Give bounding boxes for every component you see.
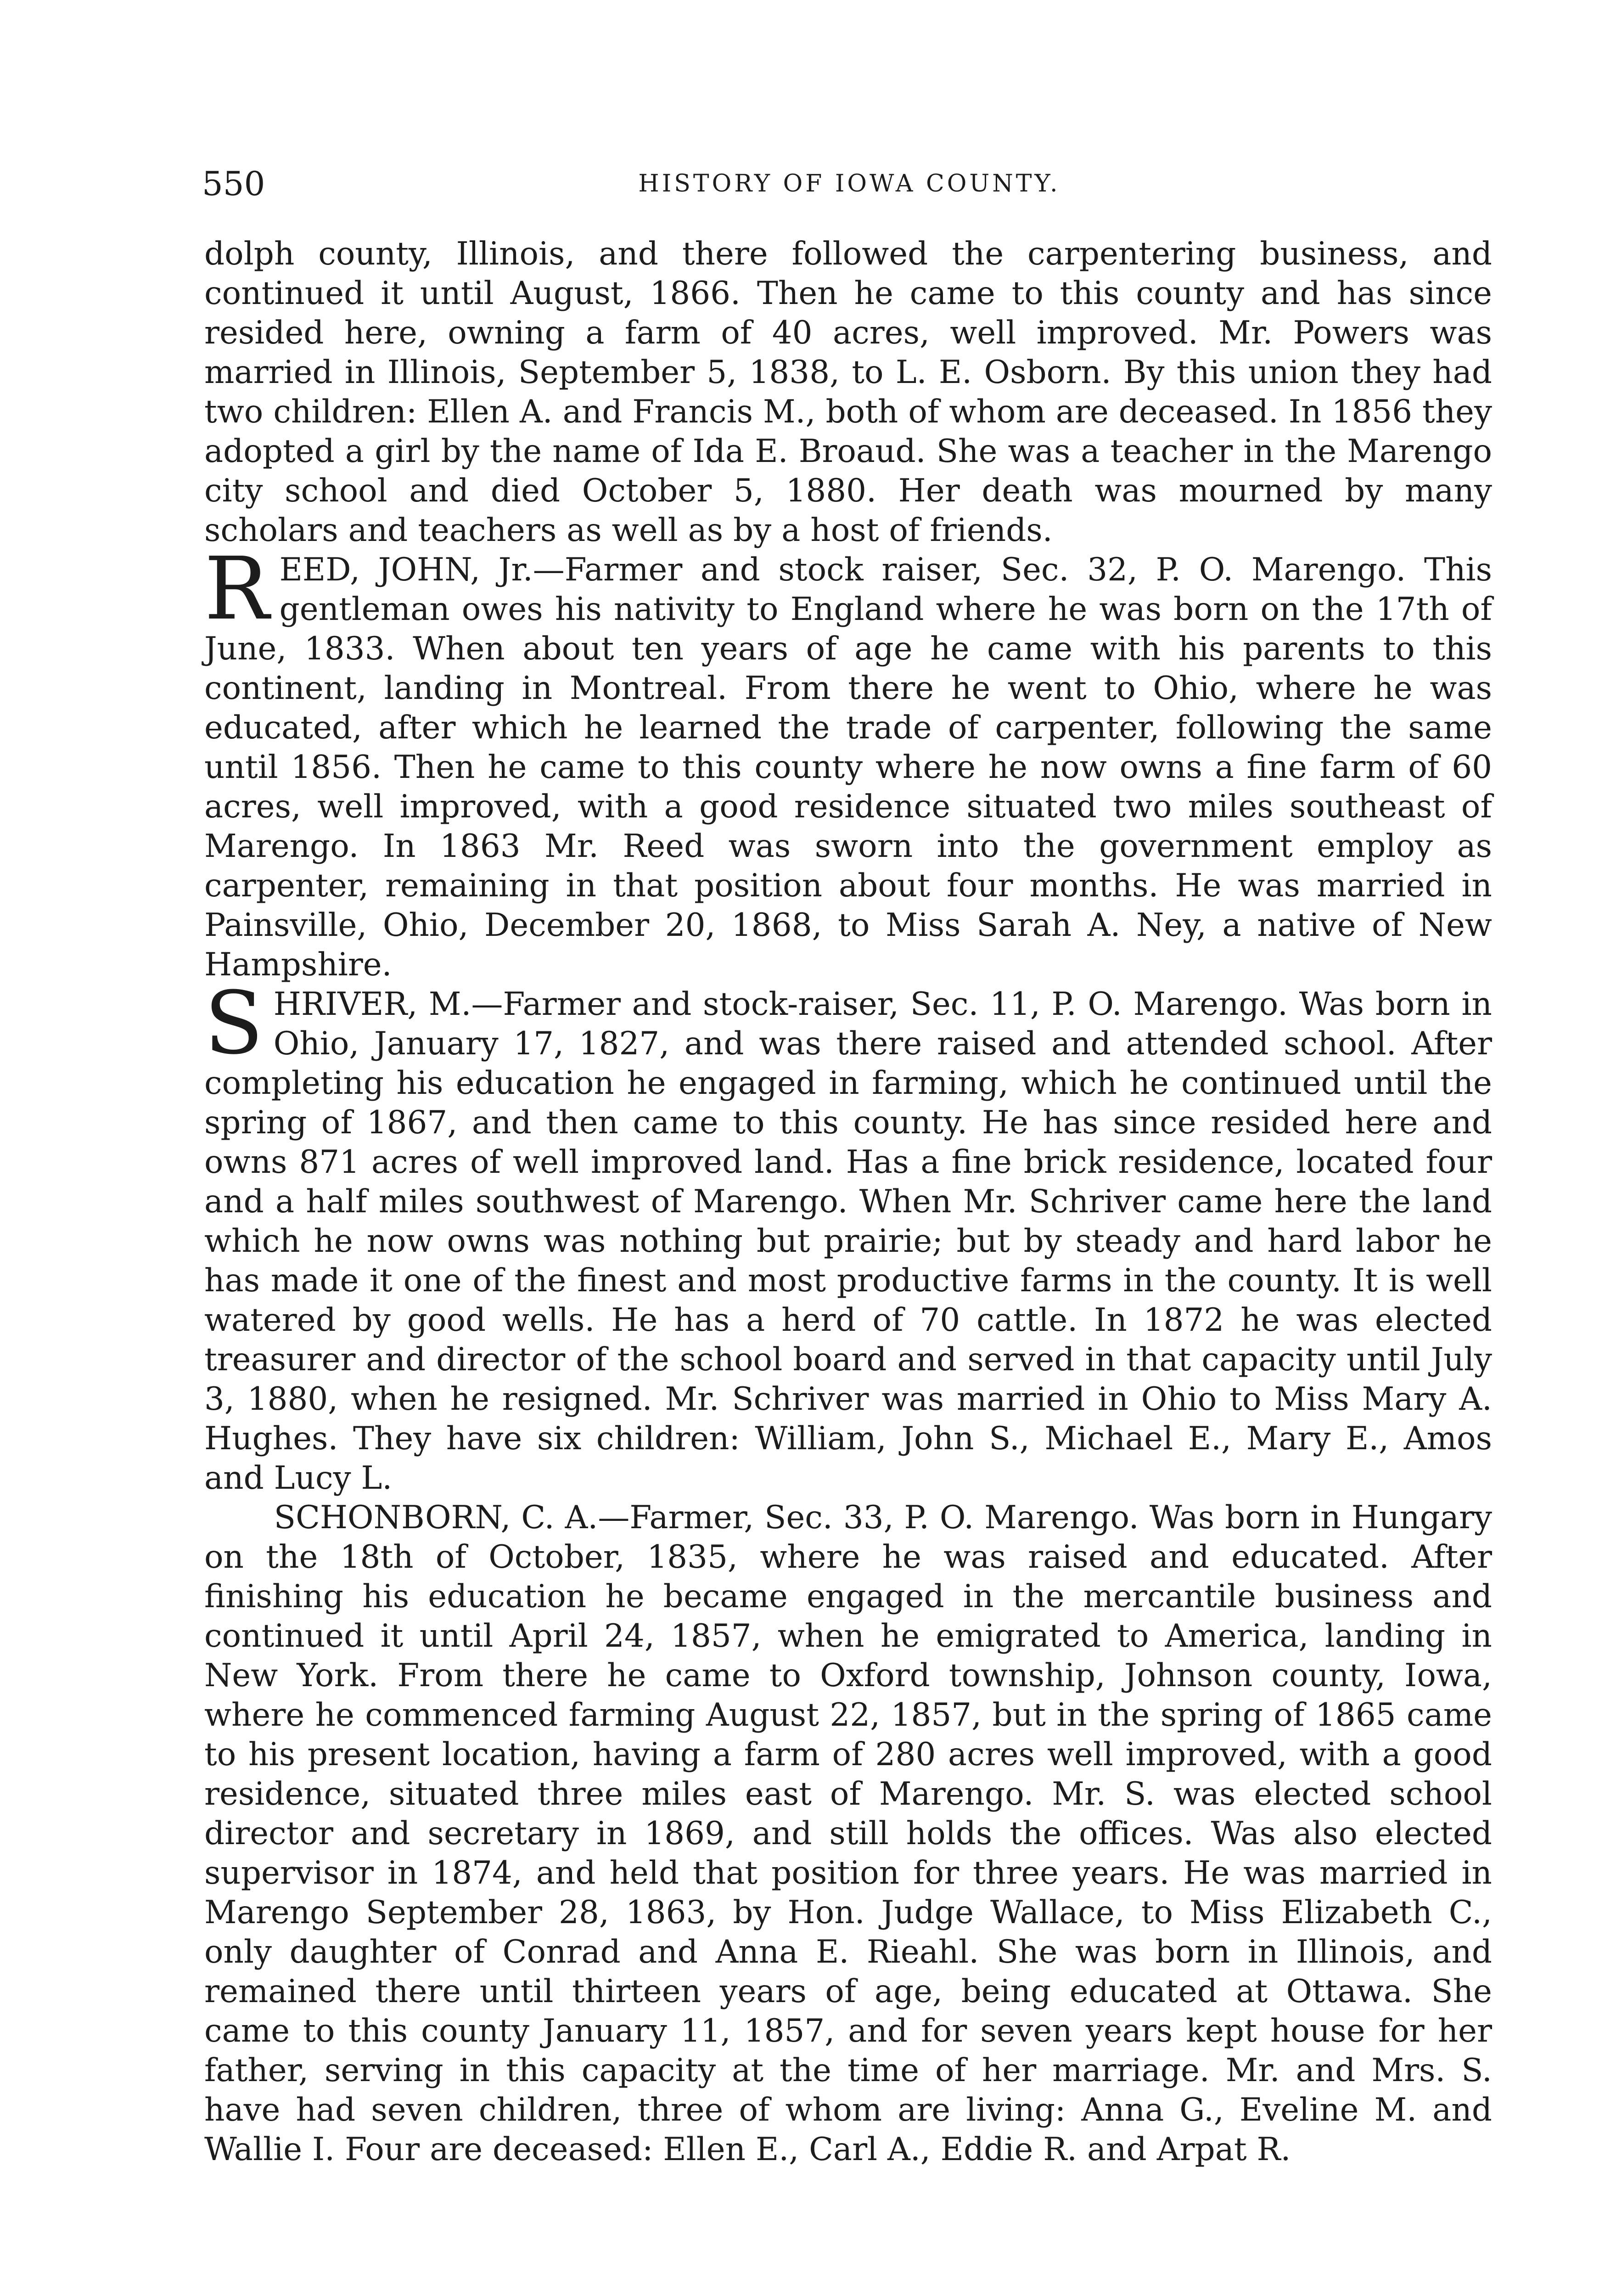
drop-cap: S xyxy=(204,973,264,1074)
running-head: HISTORY OF IOWA COUNTY. xyxy=(638,170,1060,197)
entry-text: EED, JOHN, Jr.—Farmer and stock raiser, Sec. 32, P. O. Marengo. This gentleman owes his nativity to England where he was born on the 17th of June, 1833. When about ten years of age he came with his parents to this continent, landing in Montreal. From there he went to Ohio, where he was educated, after which he learned the trade of carpenter, following the same until 1856. Then he came to this county where he now owns a fine farm of 60 acres, well improved, with a good residence situated two miles southeast of Marengo. In 1863 Mr. Reed was sworn into the government employ as carpenter, remaining in that position about four months. He was married in Painsville, Ohio, December 20, 1868, to Miss Sarah A. Ney, a native of New Hampshire. xyxy=(204,551,1492,983)
entry-reed-john xyxy=(204,539,1492,985)
entry-text: HRIVER, M.—Farmer and stock-raiser, Sec. 11, P. O. Marengo. Was born in Ohio, January 17, 1827, and was there raised and attended school. After completing his education he engaged in farming, which he continued until the spring of 1867, and then came to this county. He has since resided here and owns 871 acres of well improved land. Has a fine brick residence, located four and a half miles southwest of Marengo. When Mr. Schriver came here the land which he now owns was nothing but prairie; but by steady and hard labor he has made it one of the finest and most productive farms in the county. It is well watered by good wells. He has a herd of 70 cattle. In 1872 he was elected treasurer and director of the school board and served in that capacity until July 3, 1880, when he resigned. Mr. Schriver was married in Ohio to Miss Mary A. Hughes. They have six children: William, John S., Michael E., Mary E., Amos and Lucy L. xyxy=(204,986,1492,1497)
entry-shriver-m xyxy=(204,973,1492,1498)
entry-schonborn-c-a xyxy=(204,1498,1492,2169)
page-body xyxy=(204,234,1492,2169)
page-header xyxy=(202,163,1497,204)
drop-cap: R xyxy=(204,539,269,639)
entry-text: SCHONBORN, C. A.—Farmer, Sec. 33, P. O. Marengo. Was born in Hungary on the 18th of October, 1835, where he was raised and educated. After finishing his education he became engaged in the mercantile business and continued it until April 24, 1857, when he emigrated to America, landing in New York. From there he came to Oxford township, Johnson county, Iowa, where he commenced farming August 22, 1857, but in the spring of 1865 came to his present location, having a farm of 280 acres well improved, with a good residence, situated three miles east of Marengo. Mr. S. was elected school director and secretary in 1869, and still holds the offices. Was also elected supervisor in 1874, and held that position for three years. He was married in Marengo September 28, 1863, by Hon. Judge Wallace, to Miss Elizabeth C., only daughter of Conrad and Anna E. Rieahl. She was born in Illinois, and remained there until thirteen years of age, being educated at Ottawa. She came to this county January 11, 1857, and for seven years kept house for her father, serving in this capacity at the time of her marriage. Mr. and Mrs. S. have had seven children, three of whom are living: Anna G., Eveline M. and Wallie I. Four are deceased: Ellen E., Carl A., Eddie R. and Arpat R. xyxy=(204,1499,1492,2168)
entry-powers-continuation xyxy=(204,234,1492,550)
entry-text: dolph county, Illinois, and there followed the carpentering business, and continued it until August, 1866. Then he came to this county and has since resided here, owning a farm of 40 acres, well improved. Mr. Powers was married in Illinois, September 5, 1838, to L. E. Osborn. By this union they had two children: Ellen A. and Francis M., both of whom are deceased. In 1856 they adopted a girl by the name of Ida E. Broaud. She was a teacher in the Marengo city school and died October 5, 1880. Her death was mourned by many scholars and teachers as well as by a host of friends. xyxy=(204,236,1492,549)
page-number: 550 xyxy=(202,164,265,203)
